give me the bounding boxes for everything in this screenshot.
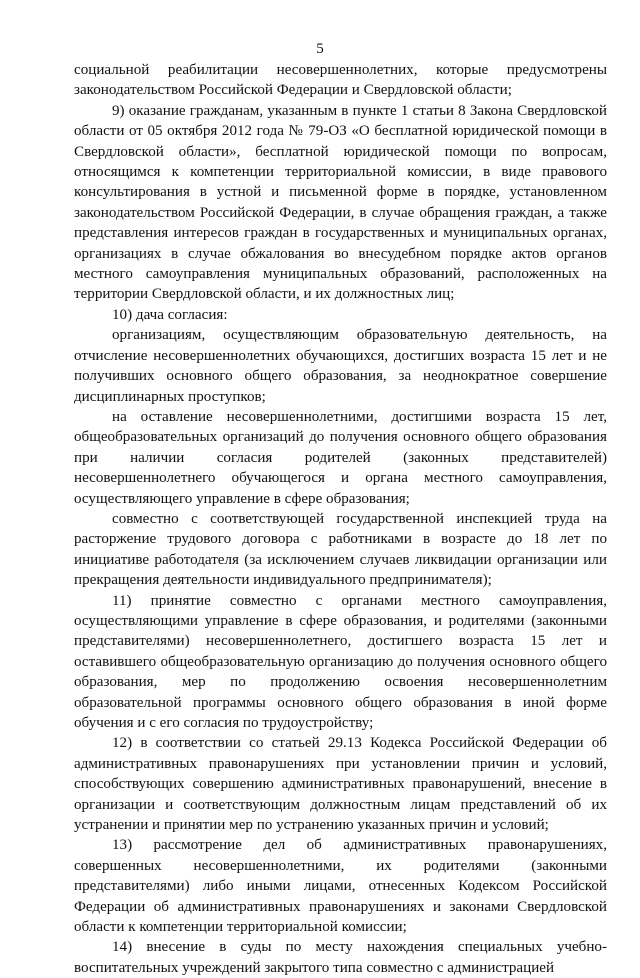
paragraph-item-10-labor-contract: совместно с соответствующей государственной инспекцией труда на расторжение трудового договора с работниками в возрасте до 18 лет по инициативе работодателя (за исключением случаев ликвидации организации или прекращения деятельности индивидуального предпринимателя); (74, 510, 607, 589)
paragraph-continuation: социальной реабилитации несовершеннолетних, которые предусмотрены законодательством Российской Федерации и Свердловской области; (74, 62, 607, 99)
paragraph-item-10-leaving-school: на оставление несовершеннолетними, достигшими возраста 15 лет, общеобразовательных организаций до получения основного общего образования при наличии согласия родителей (законных представителей) несовершеннолетнего обучающегося и органа местного самоуправления, осуществляющего управление в сфере образования; (74, 408, 607, 507)
paragraph-item-11: 11) принятие совместно с органами местного самоуправления, осуществляющими управление в сфере образования, и родителями (законными представителями) несовершеннолетнего, достигшего возраста 15 лет и оставившего общеобразовательную организацию до получения основного общего образования, мер по продолжению освоения несовершеннолетним образовательной программы основного общего образования в иной форме обучения и с его согласия по трудоустройству; (74, 592, 607, 731)
paragraph-item-13: 13) рассмотрение дел об административных правонарушениях, совершенных несовершеннолетними, их родителями (законными представителями) либо иными лицами, отнесенных Кодексом Российской Федерации об административных правонарушениях и законами Свердловской области к компетенции территориальной комиссии; (74, 837, 607, 936)
paragraph-item-10-organizations: организациям, осуществляющим образовательную деятельность, на отчисление несовершеннолетних обучающихся, достигших возраста 15 лет и не получивших основного общего образования, за неоднократное совершение дисциплинарных проступков; (74, 327, 607, 405)
page-number: 5 (316, 41, 324, 57)
paragraph-item-9: 9) оказание гражданам, указанным в пункте 1 статьи 8 Закона Свердловской области от 05 октября 2012 года № 79-ОЗ «О бесплатной юридической помощи в Свердловской области», бесплатной юридической помощи по вопросам, относящимся к компетенции территориальной комиссии, в виде правового консультирования в устной и письменной форме в порядке, установленном законодательством Российской Федерации, в случае обращения граждан, а также представления интересов граждан в государственных и муниципальных органах, организациях в случае обжалования во внесудебном порядке актов органов местного самоуправления муниципальных образований, расположенных на территории Свердловской области, и их должностных лиц; (74, 102, 607, 303)
paragraph-item-14: 14) внесение в суды по месту нахождения специальных учебно-воспитательных учреждений закрытого типа совместно с администрацией (74, 939, 607, 976)
paragraph-item-10: 10) дача согласия: (112, 306, 228, 323)
document-body (74, 60, 607, 978)
paragraph-item-12: 12) в соответствии со статьей 29.13 Кодекса Российской Федерации об административных правонарушениях при установлении причин и условий, способствующих совершению административных правонарушений, внесение в организации и соответствующим должностным лицам представлений об их устранении и принятии мер по устранению указанных причин и условий; (74, 735, 607, 834)
